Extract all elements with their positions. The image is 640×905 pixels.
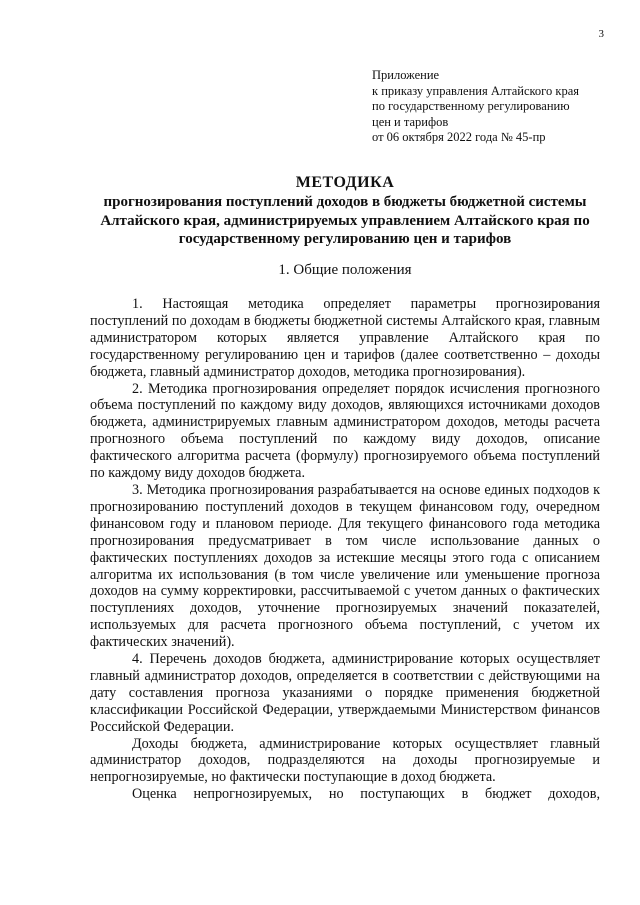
- paragraph-1: 1. Настоящая методика определяет параметры прогнозирования поступлений по доходам в бюджеты бюджетной системы Алтайского края, главным администратором которых является управление Алтайского края по государственному регулированию цен и тарифов (далее соответственно – доходы бюджета, главный администратор доходов, методика прогнозирования).: [90, 296, 600, 380]
- paragraph-2: 2. Методика прогнозирования определяет порядок исчисления прогнозного объема поступлений по каждому виду доходов, являющихся источниками доходов бюджета, администрируемых главным администратором доходов, методы расчета прогнозного объема поступлений по каждому виду доходов, описание фактического алгоритма расчета (формулу) прогнозируемого объема поступлений по каждому виду доходов бюджета.: [90, 380, 600, 482]
- paragraph-4: 4. Перечень доходов бюджета, администрирование которых осуществляет главный администратор доходов, определяется в соответствии с действующими на дату составления прогноза указаниями о порядке применения бюджетной классификации Российской Федерации, утверждаемыми Министерством финансов Российской Федерации.: [90, 651, 600, 735]
- appendix-line: цен и тарифов: [372, 114, 449, 129]
- appendix-line: Приложение: [372, 68, 440, 82]
- section-heading: 1. Общие положения: [278, 262, 412, 278]
- paragraph-6: Оценка непрогнозируемых, но поступающих в бюджет доходов,: [132, 786, 600, 803]
- appendix-line: к приказу управления Алтайского края: [372, 83, 579, 98]
- page-number: 3: [598, 28, 604, 40]
- document-title: МЕТОДИКА: [295, 174, 395, 191]
- paragraph-5: Доходы бюджета, администрирование которых осуществляет главный администратор доходов, подразделяются на доходы прогнозируемые и непрогнозируемые, но фактически поступающие в доход бюджета.: [90, 735, 600, 786]
- appendix-line: по государственному регулированию: [372, 99, 570, 113]
- body-text: [90, 296, 600, 803]
- appendix-block: [372, 68, 579, 146]
- document-subtitle: прогнозирования поступлений доходов в бюджеты бюджетной системы Алтайского края, администрируемых управлением Алтайского края по государственному регулированию цен и тарифов: [100, 194, 590, 247]
- appendix-line: от 06 октября 2022 года № 45-пр: [372, 130, 546, 144]
- paragraph-3: 3. Методика прогнозирования разрабатывается на основе единых подходов к прогнозированию поступлений доходов в текущем финансовом году, очередном финансовом году и плановом периоде. Для текущего финансового года методика прогнозирования предусматривает в том числе использование данных о фактических поступлениях доходов за истекшие месяцы этого года с описанием алгоритма их использования (в том числе увеличение или уменьшение прогноза доходов на сумму корректировки, рассчитываемой с учетом данных о фактических поступлениях доходов, уточнение прогнозируемых значений показателей, используемых для расчета прогнозного объема поступлений, с учетом их фактических значений).: [90, 481, 600, 651]
